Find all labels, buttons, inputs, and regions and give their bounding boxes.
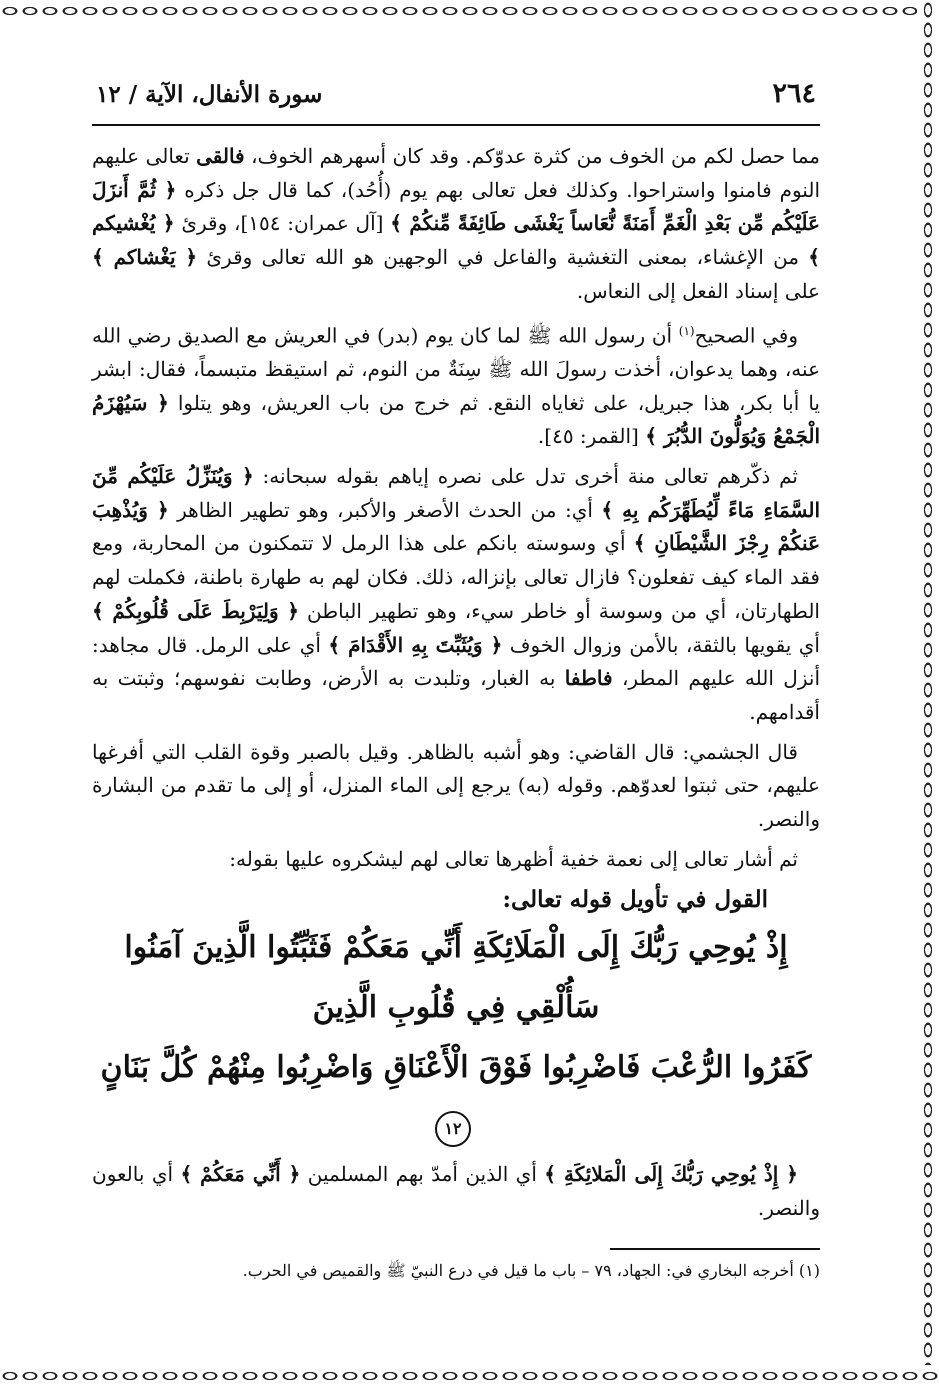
text-run: أن رسول الله ﷺ لما كان يوم (بدر) في العريش مع الصديق رضي الله عنه، وهما يدعوان، أخذت رسولَ الله ﷺ سِنَةٌ من النوم، ثم استيقظ متبسماً، فقال: ابشر يا أبا بكر، هذا جبريل، على ثغاياه النقع. ثم خرج من باب العريش، وهو يتلوا [92, 323, 820, 415]
quran-quote: ﴿ ثُمَّ أَنزَلَ عَلَيْكُم مِّن بَعْدِ الْغَمِّ أَمَنَةً نُّعَاساً يَغْشَى طَائِفَةً مِّنكُمْ ﴾ [92, 177, 820, 236]
footnote-divider [610, 1248, 820, 1250]
chapter-title: سورة الأنفال، الآية / ١٢ [96, 81, 323, 108]
text-run: من الإغشاء، بمعنى التغشية والفاعل في الوجهين هو الله تعالى وقرئ [197, 245, 809, 270]
top-border-ornament [0, 0, 939, 22]
paragraph-5 [92, 843, 820, 877]
footnote: (١) أخرجه البخاري في: الجهاد، ٧٩ – باب ما قيل في درع النبيّ ﷺ والقميص في الحرب. [242, 1260, 820, 1280]
right-border-ornament [917, 0, 939, 1387]
body-text [92, 140, 820, 1284]
text-run: مما حصل لكم من الخوف من كثرة عدوّكم. وقد كان أسهرهم الخوف، [244, 144, 820, 168]
paragraph-1 [92, 140, 820, 309]
tafsir-paragraph [92, 1158, 820, 1225]
text-run: أي: من الحدث الأصغر والأكبر، وهو تطهير الظاهر [168, 497, 602, 522]
quran-verse-block [92, 918, 820, 1158]
text-run: أي بالعون والنصر. [92, 1162, 820, 1221]
page-number: ٢٦٤ [772, 78, 816, 109]
quran-quote: ﴿ يُغْشيكم ﴾ [92, 211, 820, 270]
quran-quote: ﴿ وَيُذْهِبَ عَنكُمْ رِجْزَ الشَّيْطَانِ ﴾ [92, 497, 821, 556]
quran-quote: ﴿ إِذْ يُوحِي رَبُّكَ إِلَى الْمَلائِكَةِ ﴾ [544, 1162, 798, 1187]
text-run: به الغبار، وتلبدت به الأرض، وطابت نفوسهم؛ وثبتت به أقدامهم. [92, 666, 820, 724]
book-page [92, 78, 820, 1308]
bottom-border-ornament [0, 1365, 939, 1387]
text-run: أي وسوسته بانكم على هذا الرمل لا تتمكنون من المحاربة، ومع فقد الماء كيف تفعلون؟ فازال تعالى بإنزاله، ذلك. فكان لهم به طهارة باطنة، فكملت لهم الطهارتان، أي من وسوسة أو خاطر سيء، وهو تطهير الباطن [92, 531, 820, 623]
text-run: أي على الرمل. قال مجاهد: أنزل الله عليهم المطر، [92, 632, 820, 691]
paragraph-4 [92, 736, 820, 837]
text-run: قال الجشمي: قال القاضي: وهو أشبه بالظاهر. وقيل بالصبر وقوة القلب التي أفرغها عليهم، حتى ثبتوا لعدوّهم. وقوله (به) يرجع إلى الماء المنزل، أو إلى ما تقدم من البشارة والنصر. [92, 739, 820, 832]
text-run: [آل عمران: ١٥٤]، وقرئ [174, 211, 391, 236]
text-run: وفي الصحيح [694, 323, 798, 348]
quran-quote: ﴿ وَيُنَزِّلُ عَلَيْكُم مِّنَ السَّمَاءِ مَاءً لِّيُطَهِّرَكُم بِهِ ﴾ [92, 463, 820, 522]
paragraph-2 [92, 315, 820, 454]
text-run: ثم ذكّرهم تعالى منة أخرى تدل على نصره إياهم بقوله سبحانه: [253, 463, 798, 488]
verse-line-1: إِذْ يُوحِي رَبُّكَ إِلَى الْمَلَائِكَةِ أَنِّي مَعَكُمْ فَثَبِّتُوا الَّذِينَ آمَنُوا سَأُلْقِي فِي قُلُوبِ الَّذِينَ [124, 930, 788, 1026]
text-run: [القمر: ٤٥]. [537, 424, 646, 449]
text-run: أي الذين أمدّ بهم المسلمين [300, 1162, 545, 1187]
ayah-number-marker: ١٢ [435, 1111, 471, 1147]
quran-quote: ﴿ سَيُهْزَمُ الْجَمْعُ وَيُوَلُّونَ الدُّبُرَ ﴾ [92, 390, 820, 449]
text-run: ثم أشار تعالى إلى نعمة خفية أظهرها تعالى لهم ليشكروه عليها بقوله: [229, 846, 798, 871]
verse-line-2-text: كَفَرُوا الرُّعْبَ فَاضْرِبُوا فَوْقَ الْأَعْنَاقِ وَاضْرِبُوا مِنْهُمْ كُلَّ بَنَانٍ [100, 1050, 812, 1086]
page-header [92, 78, 820, 126]
quran-quote: ﴿ وَلِيَرْبِطَ عَلَى قُلُوبِكُمْ ﴾ [92, 598, 299, 623]
footnote-ref[interactable]: (١) [678, 323, 695, 338]
quran-quote: ﴿ يَغْشاكم ﴾ [92, 245, 198, 270]
section-heading: القول في تأويل قوله تعالى: [502, 886, 768, 914]
text-run: على إسناد الفعل إلى النعاس. [576, 278, 820, 303]
text-run: تعالى عليهم النوم فامنوا واستراحوا. وكذلك فعل تعالى بهم يوم (أُحُد)، كما قال جل ذكره [92, 144, 820, 202]
verse-line-2 [92, 1038, 820, 1158]
text-run: أي يقويها بالثقة، بالأمن وزوال الخوف [502, 632, 820, 657]
quran-quote: ﴿ وَيُثَبِّتَ بِهِ الأَقْدَامَ ﴾ [328, 632, 503, 657]
paragraph-3 [92, 460, 820, 730]
bold-word: فالقى [196, 144, 245, 168]
quran-quote: ﴿ أَنِّي مَعَكُمْ ﴾ [180, 1162, 301, 1187]
bold-word: فاطفا [564, 666, 613, 691]
